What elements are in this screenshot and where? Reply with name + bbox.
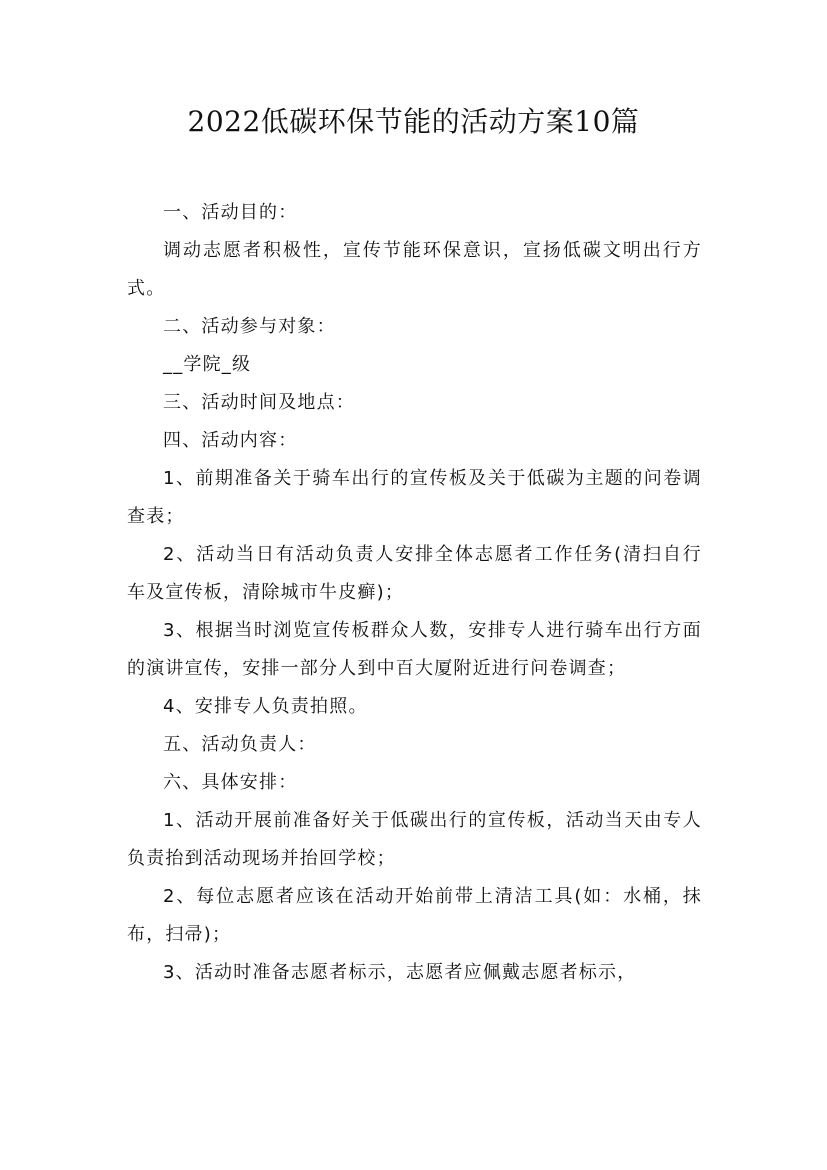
section-heading-arrangement: 六、具体安排： <box>163 772 298 793</box>
paragraph-purpose: 调动志愿者积极性，宣传节能环保意识，宣扬低碳文明出行方式。 <box>127 240 702 299</box>
section-heading-purpose: 一、活动目的： <box>163 202 298 223</box>
list-item: 2、活动当日有活动负责人安排全体志愿者工作任务(清扫自行车及宣传板，清除城市牛皮癣)； <box>127 544 702 603</box>
list-item: 2、每位志愿者应该在活动开始前带上清洁工具(如：水桶，抹布，扫帚)； <box>127 886 702 945</box>
list-item: 4、安排专人负责拍照。 <box>163 696 368 717</box>
paragraph-participants: __学院_级 <box>163 354 252 375</box>
list-item: 3、根据当时浏览宣传板群众人数，安排专人进行骑车出行方面的演讲宣传，安排一部分人到中百大厦附近进行问卷调查； <box>127 620 702 679</box>
list-item: 3、活动时准备志愿者标示，志愿者应佩戴志愿者标示， <box>163 962 637 983</box>
document-title: 2022低碳环保节能的活动方案10篇 <box>187 105 640 138</box>
section-heading-content: 四、活动内容： <box>163 430 298 451</box>
section-heading-time-place: 三、活动时间及地点： <box>163 392 355 413</box>
section-heading-participants: 二、活动参与对象： <box>163 316 336 337</box>
list-item: 1、活动开展前准备好关于低碳出行的宣传板，活动当天由专人负责抬到活动现场并抬回学校； <box>127 810 702 869</box>
section-heading-leader: 五、活动负责人： <box>163 734 317 755</box>
document-body <box>127 194 702 992</box>
list-item: 1、前期准备关于骑车出行的宣传板及关于低碳为主题的问卷调查表； <box>127 468 702 527</box>
